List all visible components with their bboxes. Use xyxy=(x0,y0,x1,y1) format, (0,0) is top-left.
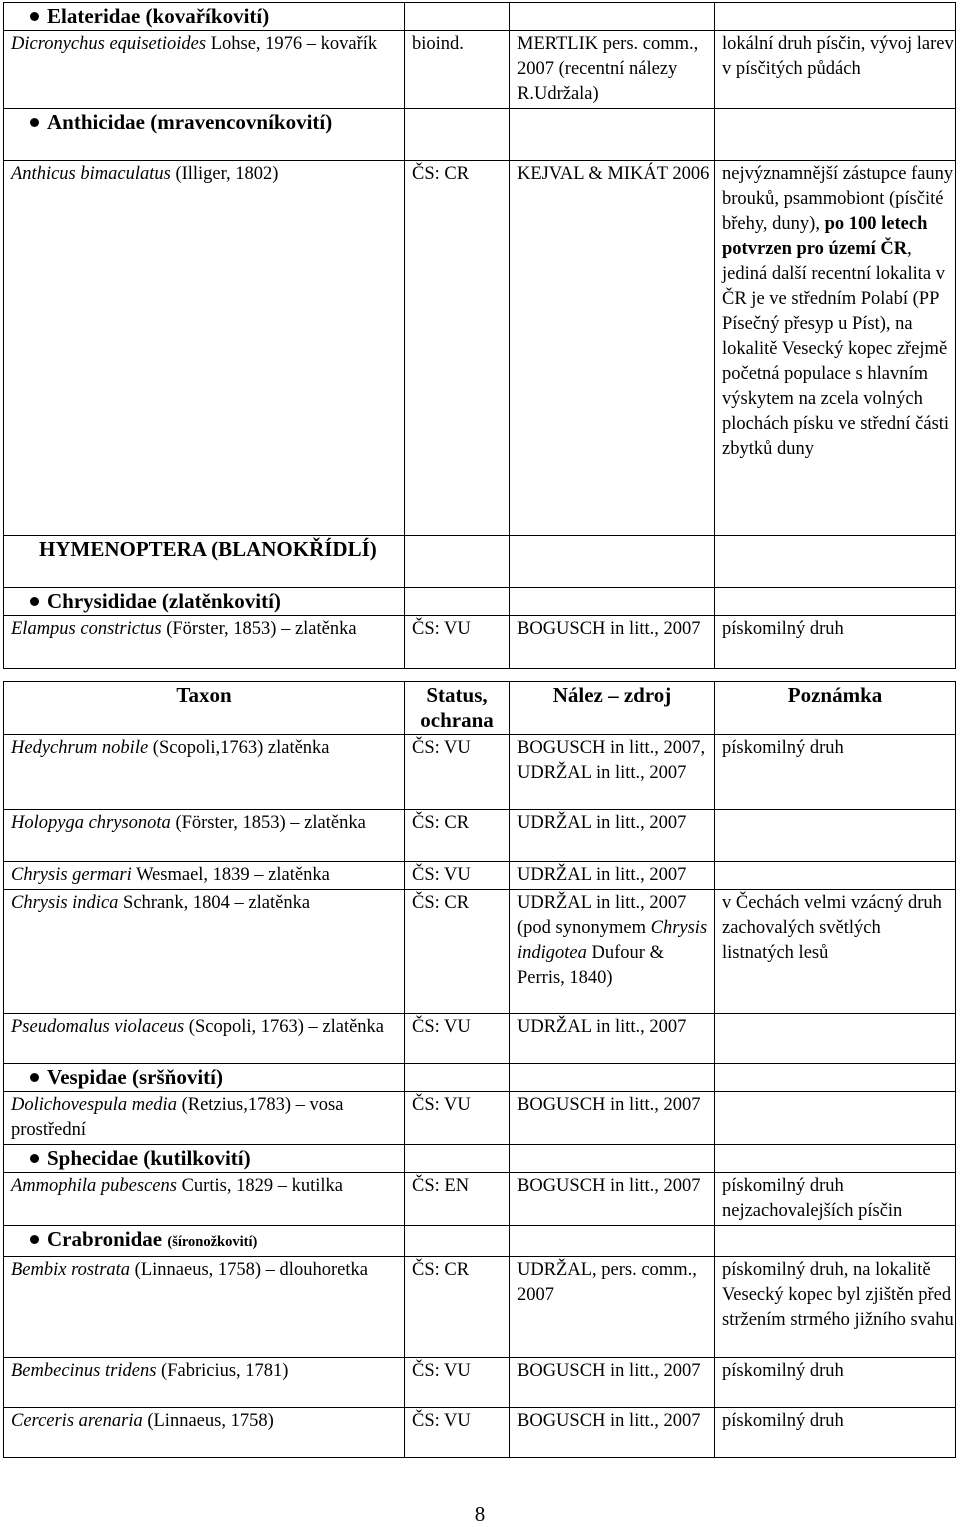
species-table xyxy=(3,681,956,1458)
bullet-icon xyxy=(30,118,39,127)
note-cell xyxy=(715,810,956,862)
status-cell: ČS: VU xyxy=(405,1408,510,1458)
status-cell: ČS: VU xyxy=(405,862,510,890)
note-cell xyxy=(715,161,956,536)
note-emphasis: po 100 letech potvrzen pro území ČR xyxy=(722,214,928,259)
table-row xyxy=(4,810,956,862)
table-row xyxy=(4,161,956,536)
family-row xyxy=(4,1145,956,1173)
note-cell xyxy=(715,862,956,890)
header-source: Nález – zdroj xyxy=(510,682,715,735)
taxon-author: (Förster, 1853) – zlatěnka xyxy=(161,619,357,639)
header-status: Status, ochrana xyxy=(405,682,510,735)
species-table-continued xyxy=(3,2,956,669)
note-text: nejvýznamnější zástupce fauny brouků, psammobiont (písčité břehy, duny), xyxy=(722,164,954,234)
family-name: Vespidae (sršňovití) xyxy=(47,1065,223,1089)
order-row xyxy=(4,536,956,588)
family-cell xyxy=(4,3,405,31)
taxon-cell xyxy=(4,862,405,890)
taxon-author: (Scopoli,1763) zlatěnka xyxy=(148,738,330,758)
status-cell: ČS: CR xyxy=(405,810,510,862)
table-row xyxy=(4,1014,956,1064)
note-cell: pískomilný druh xyxy=(715,735,956,810)
taxon-cell xyxy=(4,1408,405,1458)
table-row xyxy=(4,890,956,1014)
taxon-cell xyxy=(4,890,405,1014)
scientific-name: Elampus constrictus xyxy=(11,619,162,639)
family-row xyxy=(4,3,956,31)
status-cell: ČS: VU xyxy=(405,735,510,810)
taxon-cell xyxy=(4,161,405,536)
taxon-cell xyxy=(4,1014,405,1064)
note-cell: pískomilný druh, na lokalitě Vesecký kopec byl zjištěn před stržením strmého jižního svahu xyxy=(715,1257,956,1358)
header-note: Poznámka xyxy=(715,682,956,735)
table-row xyxy=(4,1408,956,1458)
family-row xyxy=(4,1226,956,1257)
taxon-cell xyxy=(4,735,405,810)
status-cell: ČS: CR xyxy=(405,161,510,536)
taxon-cell xyxy=(4,810,405,862)
taxon-author: (Illiger, 1802) xyxy=(170,164,279,184)
source-text: Dufour & Perris, 1840) xyxy=(517,943,664,988)
taxon-cell xyxy=(4,31,405,109)
family-cell xyxy=(4,1226,405,1257)
status-cell: ČS: VU xyxy=(405,1092,510,1145)
source-cell: BOGUSCH in litt., 2007 xyxy=(510,1173,715,1226)
family-name: Elateridae (kovaříkovití) xyxy=(47,4,270,28)
source-cell: BOGUSCH in litt., 2007 xyxy=(510,1408,715,1458)
note-cell xyxy=(715,1014,956,1064)
synonym-name: Chrysis indigotea xyxy=(517,918,708,963)
source-cell: KEJVAL & MIKÁT 2006 xyxy=(510,161,715,536)
taxon-author: Wesmael, 1839 – zlatěnka xyxy=(131,865,330,885)
taxon-author: (Förster, 1853) – zlatěnka xyxy=(170,813,366,833)
family-name-czech: (šíronožkovití) xyxy=(167,1234,258,1250)
taxon-author: (Retzius,1783) – vosa prostřední xyxy=(11,1095,344,1140)
scientific-name: Cerceris arenaria xyxy=(11,1411,143,1431)
status-cell: ČS: EN xyxy=(405,1173,510,1226)
taxon-author: Curtis, 1829 – kutilka xyxy=(176,1176,343,1196)
table-row xyxy=(4,1092,956,1145)
taxon-cell xyxy=(4,1173,405,1226)
family-name: Chrysididae (zlatěnkovití) xyxy=(47,589,281,613)
source-cell xyxy=(510,890,715,1014)
source-cell: UDRŽAL in litt., 2007 xyxy=(510,862,715,890)
scientific-name: Pseudomalus violaceus xyxy=(11,1017,185,1037)
family-row xyxy=(4,1064,956,1092)
taxon-author: (Fabricius, 1781) xyxy=(156,1361,289,1381)
taxon-cell xyxy=(4,1257,405,1358)
status-cell: ČS: VU xyxy=(405,616,510,669)
bullet-icon xyxy=(30,1073,39,1082)
bullet-icon xyxy=(30,12,39,21)
table-row xyxy=(4,862,956,890)
scientific-name: Chrysis germari xyxy=(11,865,132,885)
source-cell: UDRŽAL in litt., 2007 xyxy=(510,1014,715,1064)
scientific-name: Ammophila pubescens xyxy=(11,1176,177,1196)
header-row xyxy=(4,682,956,735)
source-cell: UDRŽAL in litt., 2007 xyxy=(510,810,715,862)
order-name: HYMENOPTERA (BLANOKŘÍDLÍ) xyxy=(4,536,405,588)
family-name: Crabronidae xyxy=(47,1227,163,1251)
scientific-name: Anthicus bimaculatus xyxy=(11,164,171,184)
source-cell: BOGUSCH in litt., 2007 xyxy=(510,616,715,669)
taxon-cell xyxy=(4,1358,405,1408)
taxon-author: (Scopoli, 1763) – zlatěnka xyxy=(184,1017,385,1037)
note-cell: pískomilný druh xyxy=(715,616,956,669)
bullet-icon xyxy=(30,597,39,606)
status-cell: ČS: VU xyxy=(405,1358,510,1408)
scientific-name: Holopyga chrysonota xyxy=(11,813,171,833)
source-cell: UDRŽAL, pers. comm., 2007 xyxy=(510,1257,715,1358)
source-cell: MERTLIK pers. comm., 2007 (recentní nálezy R.Udržala) xyxy=(510,31,715,109)
source-cell: BOGUSCH in litt., 2007 xyxy=(510,1358,715,1408)
status-cell: ČS: VU xyxy=(405,1014,510,1064)
family-name: Anthicidae (mravencovníkovití) xyxy=(47,110,333,134)
scientific-name: Bembecinus tridens xyxy=(11,1361,157,1381)
page-number: 8 xyxy=(474,1502,486,1526)
taxon-author: Schrank, 1804 – zlatěnka xyxy=(118,893,311,913)
source-text: UDRŽAL in litt., 2007 (pod synonymem xyxy=(517,893,687,938)
family-cell xyxy=(4,1145,405,1173)
header-taxon: Taxon xyxy=(4,682,405,735)
table-row xyxy=(4,1257,956,1358)
note-text: , jediná další recentní lokalita v ČR je ve středním Polabí (PP Písečný přesyp u Píst), na lokalitě Vesecký kopec zřejmě početná populace s hlavním výskytem na zcela volných plochách písku ve střední části zbytků duny xyxy=(722,239,950,459)
family-name: Sphecidae (kutilkovití) xyxy=(47,1146,251,1170)
source-cell: BOGUSCH in litt., 2007, UDRŽAL in litt., 2007 xyxy=(510,735,715,810)
table-row xyxy=(4,735,956,810)
table-row xyxy=(4,616,956,669)
family-cell xyxy=(4,1064,405,1092)
taxon-cell xyxy=(4,616,405,669)
note-cell: v Čechách velmi vzácný druh zachovalých světlých listnatých lesů xyxy=(715,890,956,1014)
status-cell: ČS: CR xyxy=(405,890,510,1014)
family-cell xyxy=(4,588,405,616)
taxon-author: (Linnaeus, 1758) xyxy=(142,1411,274,1431)
bullet-icon xyxy=(30,1235,39,1244)
status-cell: bioind. xyxy=(405,31,510,109)
note-cell: pískomilný druh nejzachovalejších písčin xyxy=(715,1173,956,1226)
note-cell: lokální druh písčin, vývoj larev v písčitých půdách xyxy=(715,31,956,109)
scientific-name: Dicronychus equisetioides xyxy=(11,34,207,54)
note-cell xyxy=(715,1092,956,1145)
scientific-name: Bembix rostrata xyxy=(11,1260,131,1280)
family-cell xyxy=(4,109,405,161)
table-row xyxy=(4,1173,956,1226)
bullet-icon xyxy=(30,1154,39,1163)
scientific-name: Chrysis indica xyxy=(11,893,119,913)
family-row xyxy=(4,588,956,616)
taxon-author: (Linnaeus, 1758) – dlouhoretka xyxy=(130,1260,368,1280)
scientific-name: Dolichovespula media xyxy=(11,1095,177,1115)
table-row xyxy=(4,1358,956,1408)
table-row xyxy=(4,31,956,109)
source-cell: BOGUSCH in litt., 2007 xyxy=(510,1092,715,1145)
taxon-cell xyxy=(4,1092,405,1145)
status-cell: ČS: CR xyxy=(405,1257,510,1358)
taxon-author: Lohse, 1976 – kovařík xyxy=(206,34,378,54)
family-row xyxy=(4,109,956,161)
note-cell: pískomilný druh xyxy=(715,1358,956,1408)
scientific-name: Hedychrum nobile xyxy=(11,738,149,758)
note-cell: pískomilný druh xyxy=(715,1408,956,1458)
